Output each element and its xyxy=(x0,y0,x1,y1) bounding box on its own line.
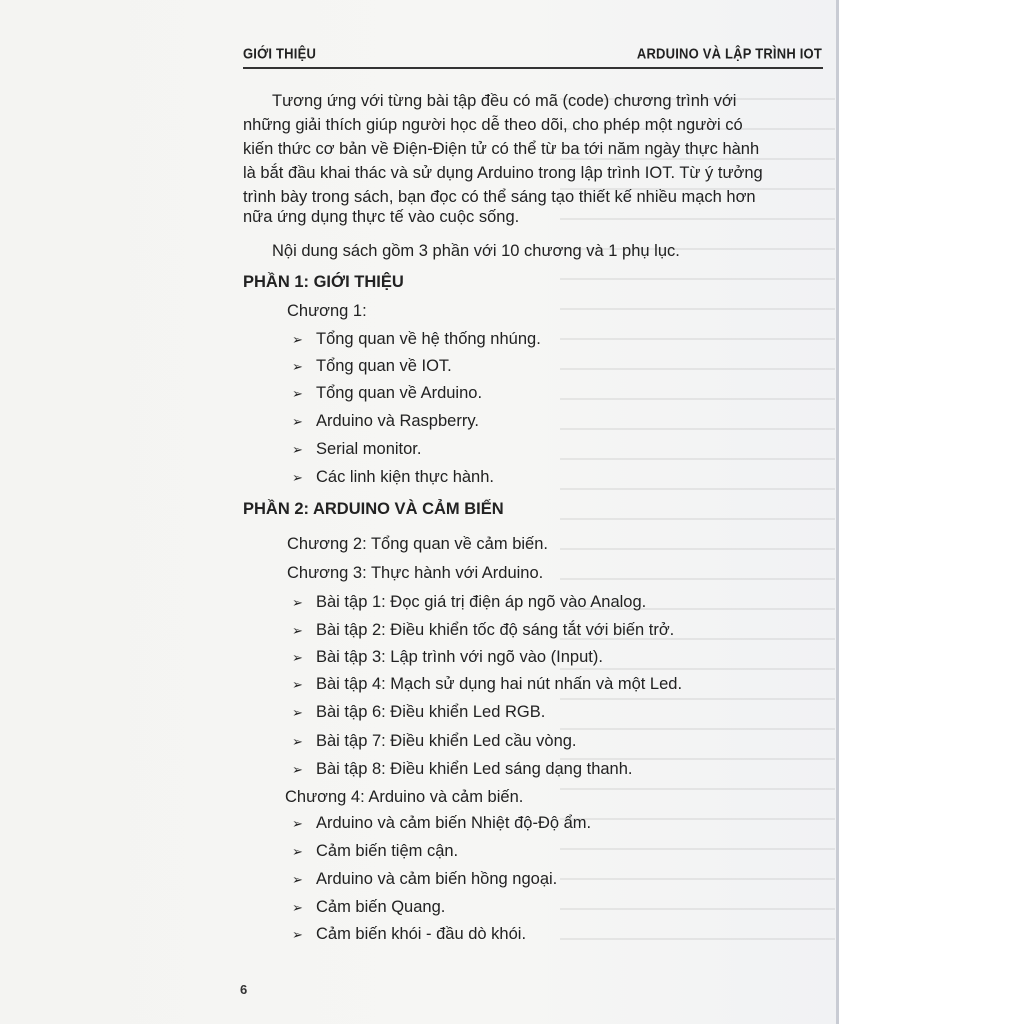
running-head-left: GIỚI THIỆU xyxy=(243,44,317,63)
arrow-bullet-icon: ➢ xyxy=(292,650,303,665)
list-item: ➢ Bài tập 7: Điều khiển Led cầu vòng. xyxy=(292,730,577,753)
arrow-bullet-icon: ➢ xyxy=(292,927,303,942)
arrow-bullet-icon: ➢ xyxy=(292,332,303,347)
chapter4-label: Chương 4: Arduino và cảm biến. xyxy=(285,788,524,806)
chapter2-label: Chương 2: Tổng quan về cảm biến. xyxy=(287,535,548,553)
list-item: ➢ Bài tập 8: Điều khiển Led sáng dạng thanh. xyxy=(292,758,633,781)
arrow-bullet-icon: ➢ xyxy=(292,705,303,720)
arrow-bullet-icon: ➢ xyxy=(292,762,303,777)
intro-line: Tương ứng với từng bài tập đều có mã (code) chương trình với xyxy=(272,92,737,110)
list-item: ➢ Bài tập 6: Điều khiển Led RGB. xyxy=(292,701,545,724)
list-item: ➢ Tổng quan về hệ thống nhúng. xyxy=(292,328,541,351)
arrow-bullet-icon: ➢ xyxy=(292,844,303,859)
list-item: ➢ Bài tập 1: Đọc giá trị điện áp ngõ vào Analog. xyxy=(292,591,646,614)
summary-line: Nội dung sách gồm 3 phần với 10 chương và 1 phụ lục. xyxy=(272,242,680,260)
intro-line: kiến thức cơ bản về Điện-Điện tử có thể từ ba tới năm ngày thực hành xyxy=(243,140,760,158)
arrow-bullet-icon: ➢ xyxy=(292,816,303,831)
intro-line: trình bày trong sách, bạn đọc có thể sáng tạo thiết kế nhiều mạch hơn xyxy=(243,188,756,206)
arrow-bullet-icon: ➢ xyxy=(292,872,303,887)
arrow-bullet-icon: ➢ xyxy=(292,386,303,401)
chapter3-label: Chương 3: Thực hành với Arduino. xyxy=(287,564,544,582)
arrow-bullet-icon: ➢ xyxy=(292,470,303,485)
list-item: ➢ Cảm biến tiệm cận. xyxy=(292,840,458,863)
list-item: ➢ Cảm biến khói - đầu dò khói. xyxy=(292,923,526,946)
page-number: 6 xyxy=(240,982,248,997)
intro-line: là bắt đầu khai thác và sử dụng Arduino trong lập trình IOT. Từ ý tưởng xyxy=(243,164,763,182)
list-item: ➢ Tổng quan về Arduino. xyxy=(292,382,482,405)
part2-title: PHẦN 2: ARDUINO VÀ CẢM BIẾN xyxy=(243,500,504,518)
arrow-bullet-icon: ➢ xyxy=(292,595,303,610)
list-item: ➢ Bài tập 4: Mạch sử dụng hai nút nhấn và một Led. xyxy=(292,673,682,696)
arrow-bullet-icon: ➢ xyxy=(292,677,303,692)
arrow-bullet-icon: ➢ xyxy=(292,734,303,749)
arrow-bullet-icon: ➢ xyxy=(292,414,303,429)
list-item: ➢ Serial monitor. xyxy=(292,438,421,461)
list-item: ➢ Bài tập 3: Lập trình với ngõ vào (Input). xyxy=(292,646,603,669)
arrow-bullet-icon: ➢ xyxy=(292,900,303,915)
list-item: ➢ Tổng quan về IOT. xyxy=(292,355,452,378)
chapter1-label: Chương 1: xyxy=(287,302,367,320)
list-item: ➢ Arduino và cảm biến hồng ngoại. xyxy=(292,868,557,891)
list-item: ➢ Cảm biến Quang. xyxy=(292,896,445,919)
intro-line: nữa ứng dụng thực tế vào cuộc sống. xyxy=(243,208,520,226)
list-item: ➢ Các linh kiện thực hành. xyxy=(292,466,494,489)
running-head-right: ARDUINO VÀ LẬP TRÌNH IOT xyxy=(636,44,822,63)
background-margin xyxy=(839,0,1024,1024)
arrow-bullet-icon: ➢ xyxy=(292,442,303,457)
intro-line: những giải thích giúp người học dễ theo dõi, cho phép một người có xyxy=(243,116,743,134)
arrow-bullet-icon: ➢ xyxy=(292,359,303,374)
list-item: ➢ Bài tập 2: Điều khiển tốc độ sáng tắt với biến trở. xyxy=(292,619,674,642)
arrow-bullet-icon: ➢ xyxy=(292,623,303,638)
part1-title: PHẦN 1: GIỚI THIỆU xyxy=(243,273,404,291)
list-item: ➢ Arduino và cảm biến Nhiệt độ-Độ ẩm. xyxy=(292,812,591,835)
header-rule xyxy=(243,67,823,69)
list-item: ➢ Arduino và Raspberry. xyxy=(292,410,479,433)
